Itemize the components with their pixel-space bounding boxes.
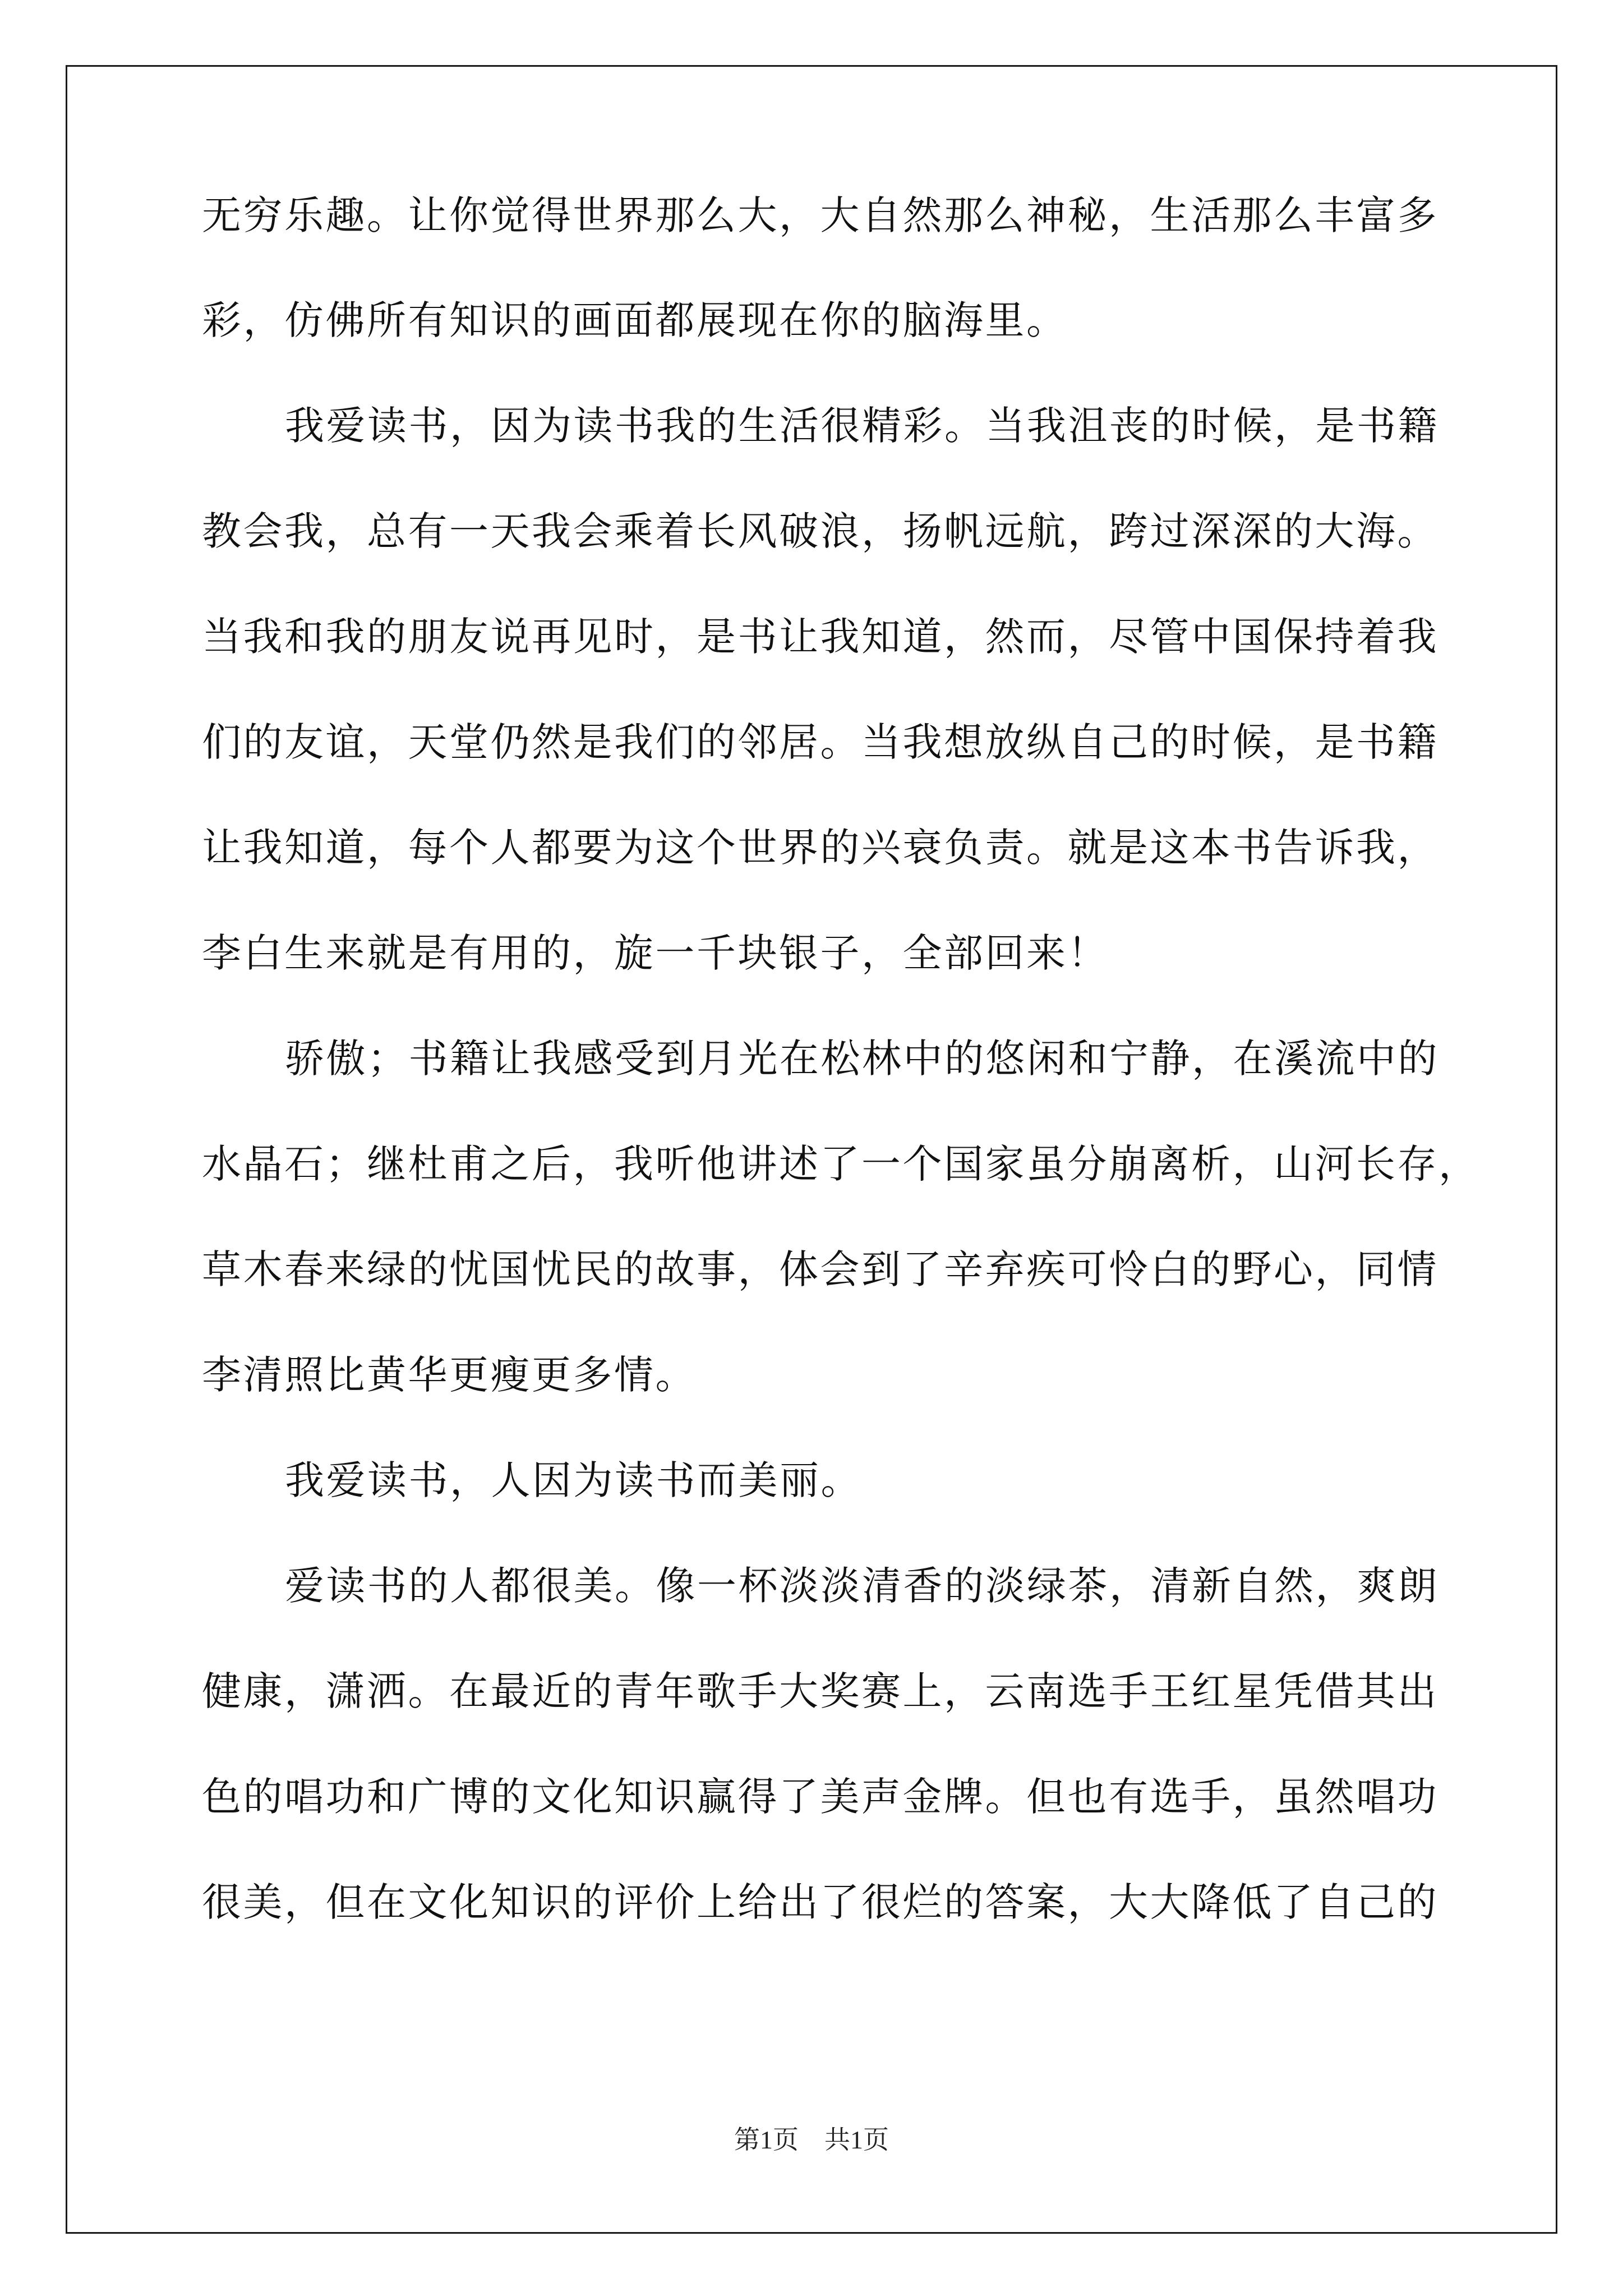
text-line: 水晶石；继杜甫之后，我听他讲述了一个国家虽分崩离析，山河长存， <box>202 1141 1480 1187</box>
page-total: 共1页 <box>824 2125 889 2154</box>
text-line: 草木春来绿的忧国忧民的故事，体会到了辛弃疾可怜白的野心，同情 <box>202 1246 1438 1292</box>
text-line: 色的唱功和广博的文化知识赢得了美声金牌。但也有选手，虽然唱功 <box>202 1774 1438 1820</box>
text-line: 李清照比黄华更瘦更多情。 <box>202 1352 697 1398</box>
text-line: 教会我，总有一天我会乘着长风破浪，扬帆远航，跨过深深的大海。 <box>202 508 1438 554</box>
text-line: 李白生来就是有用的，旋一千块银子，全部回来！ <box>202 930 1109 976</box>
page-number: 第1页 <box>734 2125 799 2154</box>
paragraph-first-line: 爱读书的人都很美。像一杯淡淡清香的淡绿茶，清新自然，爽朗 <box>285 1563 1439 1609</box>
text-line: 很美，但在文化知识的评价上给出了很烂的答案，大大降低了自己的 <box>202 1879 1438 1925</box>
paragraph-first-line: 我爱读书，因为读书我的生活很精彩。当我沮丧的时候，是书籍 <box>285 403 1439 449</box>
text-line: 让我知道，每个人都要为这个世界的兴衰负责。就是这本书告诉我， <box>202 825 1438 871</box>
page-footer <box>0 2124 1623 2156</box>
text-line: 彩，仿佛所有知识的画面都展现在你的脑海里。 <box>202 297 1068 343</box>
paragraph-first-line: 骄傲；书籍让我感受到月光在松林中的悠闲和宁静，在溪流中的 <box>285 1036 1439 1082</box>
text-line: 健康，潇洒。在最近的青年歌手大奖赛上，云南选手王红星凭借其出 <box>202 1668 1438 1714</box>
paragraph-first-line: 我爱读书，人因为读书而美丽。 <box>285 1457 862 1503</box>
text-line: 当我和我的朋友说再见时，是书让我知道，然而，尽管中国保持着我 <box>202 614 1438 660</box>
text-line: 无穷乐趣。让你觉得世界那么大，大自然那么神秘，生活那么丰富多 <box>202 192 1438 238</box>
text-line: 们的友谊，天堂仍然是我们的邻居。当我想放纵自己的时候，是书籍 <box>202 719 1438 765</box>
